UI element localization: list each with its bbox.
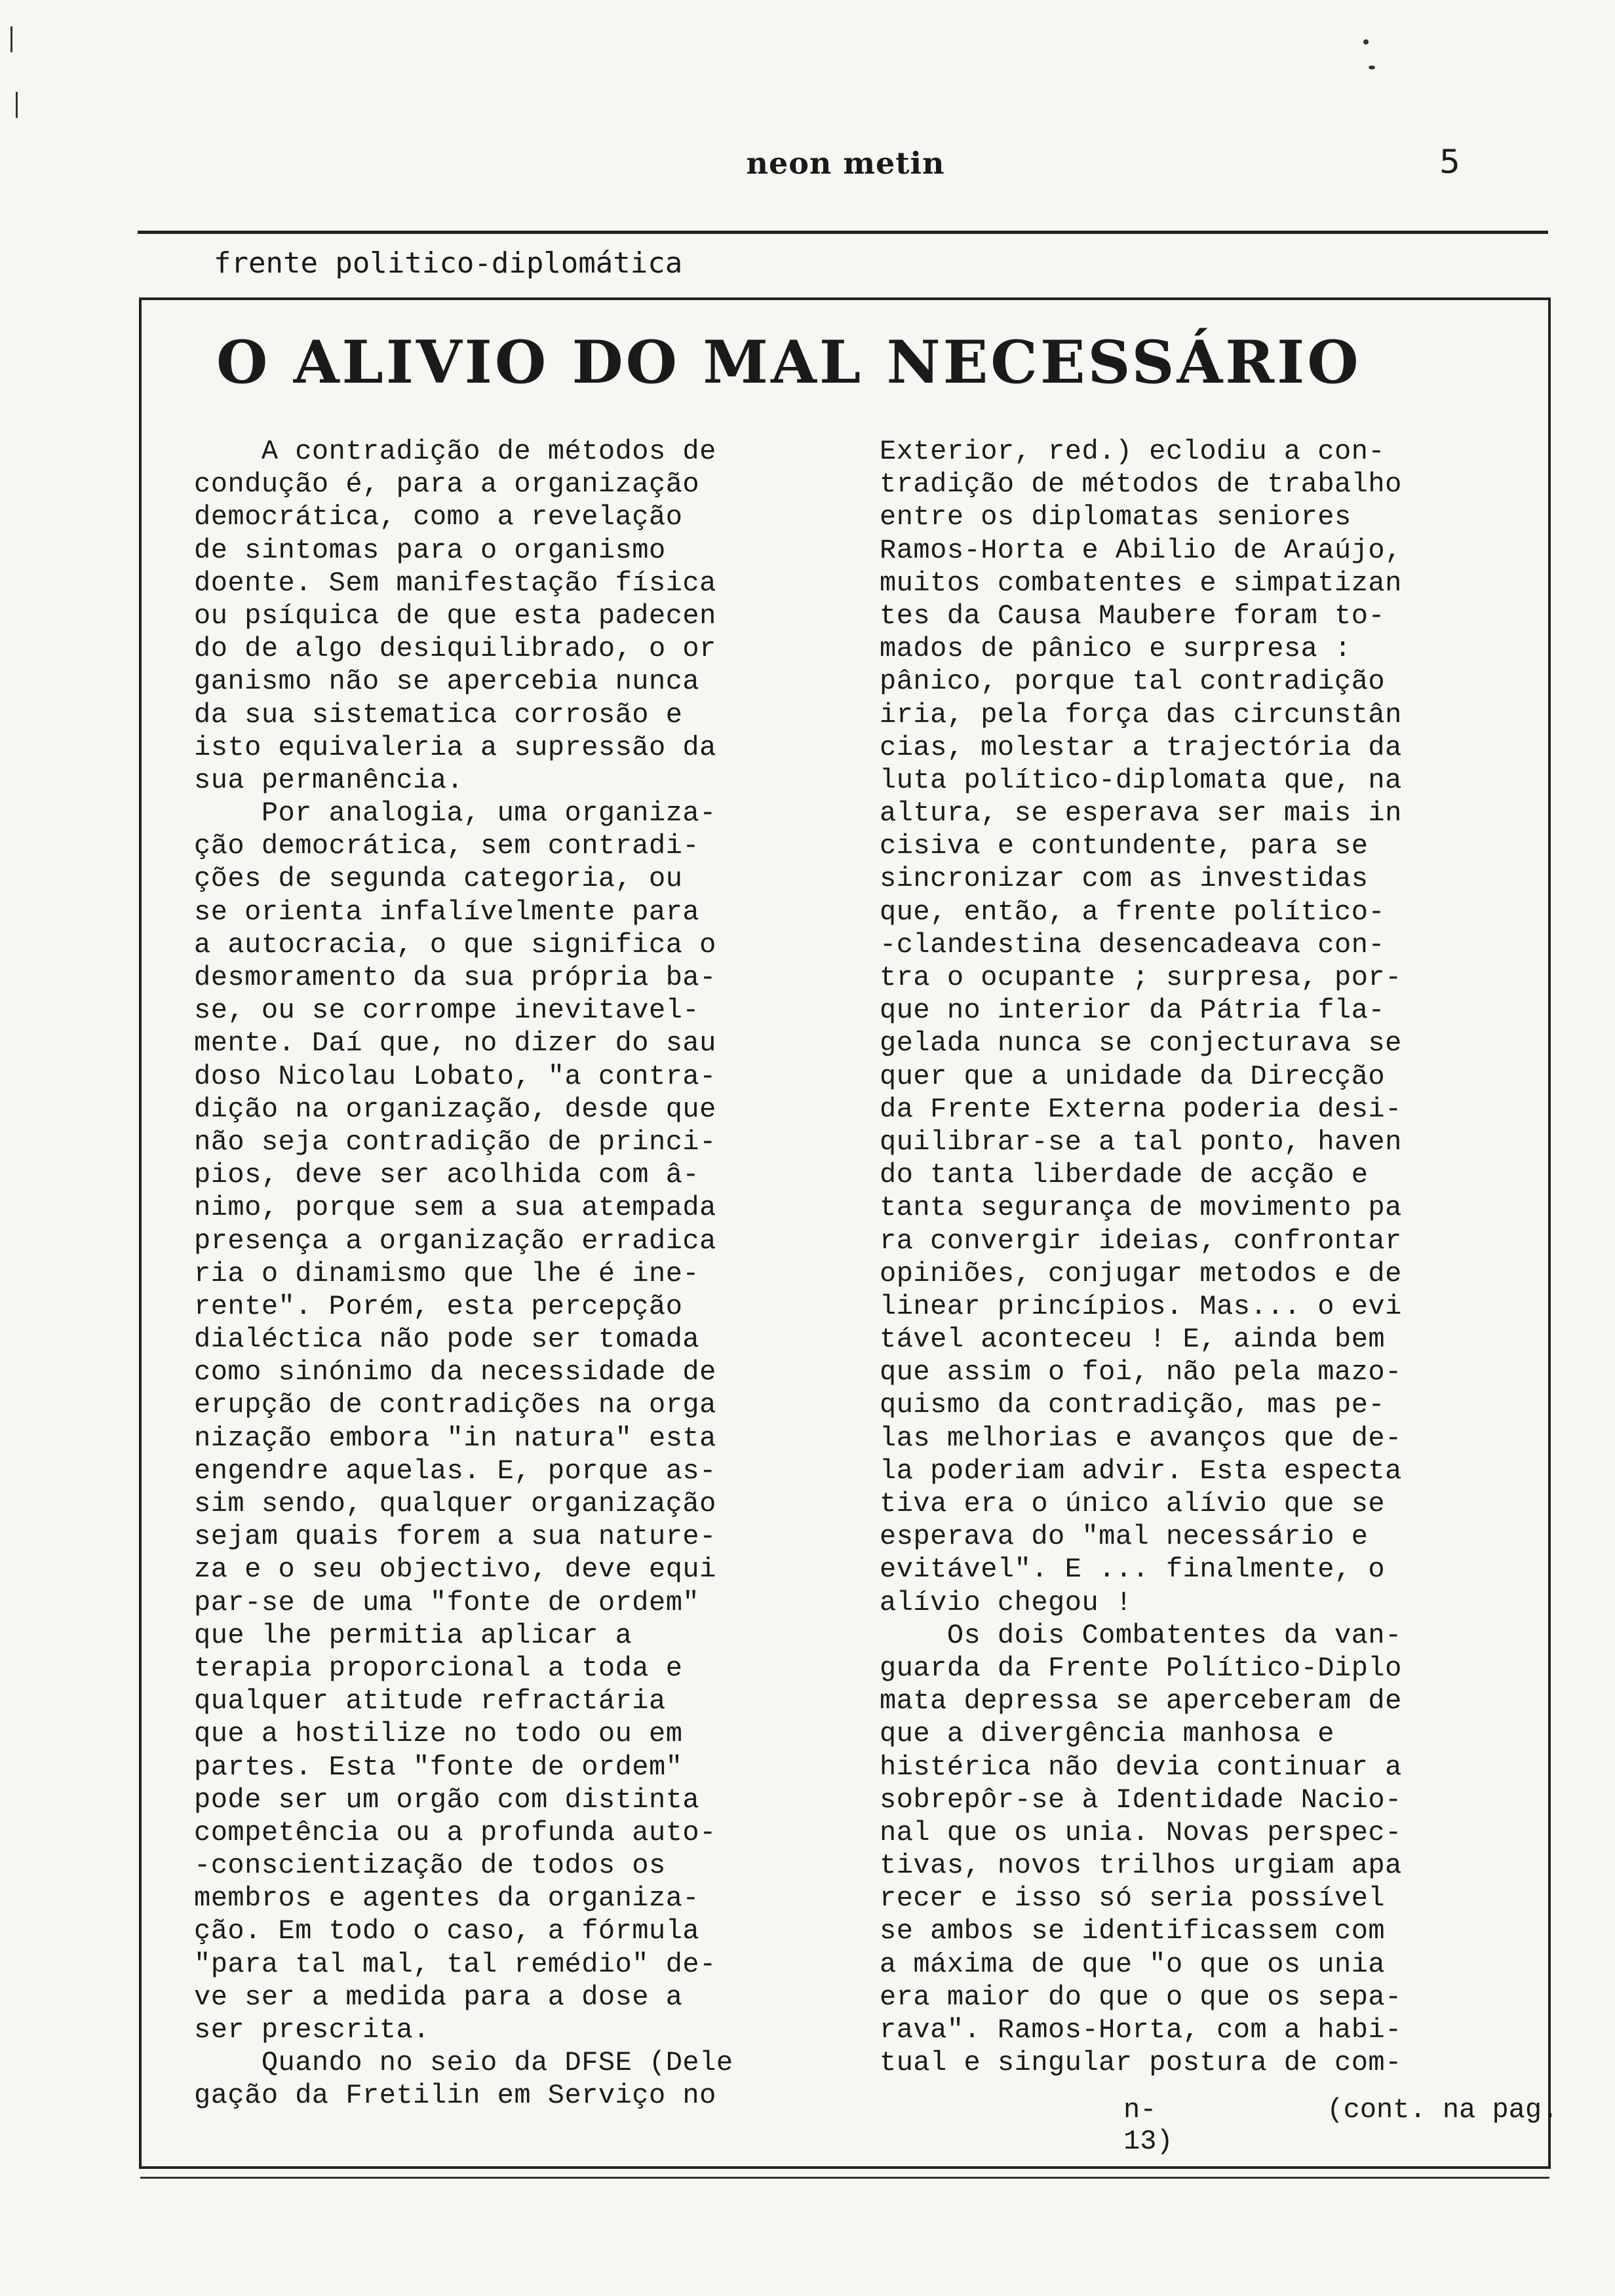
article-line: sincronizar com as investidas [880, 863, 1369, 895]
article-line: erupção de contradições na orga [194, 1389, 716, 1421]
article-line: nal que os unia. Novas perspec- [880, 1816, 1402, 1848]
article-line: guarda da Frente Político-Diplo [880, 1652, 1402, 1684]
article-line: quer que a unidade da Direcção [880, 1060, 1386, 1092]
article-line: do de algo desiquilibrado, o or [194, 633, 716, 665]
article-line: linear princípios. Mas... o evi [880, 1290, 1402, 1322]
article-line: mados de pânico e surpresa : [880, 633, 1352, 665]
article-line: que, então, a frente político- [880, 896, 1386, 928]
article-line: opiniões, conjugar metodos e de [880, 1257, 1402, 1290]
article-line: ção. Em todo o caso, a fórmula [194, 1915, 700, 1947]
page-number: 5 [1439, 143, 1460, 181]
article-line: a máxima de que "o que os unia [880, 1948, 1386, 1980]
article-line: desmoramento da sua própria ba- [194, 962, 716, 993]
article-line: tável aconteceu ! E, ainda bem [880, 1324, 1386, 1356]
article-line: quilibrar-se a tal ponto, haven [880, 1126, 1402, 1158]
article-line: za e o seu objectivo, deve equi [194, 1554, 716, 1586]
article-line: rava". Ramos-Horta, com a habi- [880, 2014, 1402, 2046]
article-line: -clandestina desencadeava con- [880, 928, 1386, 961]
article-line: ra convergir ideias, confrontar [880, 1225, 1402, 1257]
section-label: frente politico-diplomática [214, 246, 683, 280]
article-line: mata depressa se aperceberam de [880, 1685, 1402, 1717]
article-line: que a divergência manhosa e [880, 1718, 1335, 1750]
article-line: recer e isso só seria possível [880, 1883, 1386, 1915]
article-line: tes da Causa Maubere foram to- [880, 600, 1386, 632]
article-line: evitável". E ... finalmente, o [880, 1554, 1386, 1586]
scan-speck [1363, 39, 1369, 45]
article-line: A contradição de métodos de [194, 436, 716, 467]
article-line: que a hostilize no todo ou em [194, 1718, 683, 1750]
article-line: se ambos se identificassem com [880, 1915, 1386, 1947]
article-line: iria, pela força das circunstân [880, 698, 1402, 731]
article-line: como sinónimo da necessidade de [194, 1356, 716, 1388]
article-line: se orienta infalívelmente para [194, 896, 700, 928]
article-line: ções de segunda categoria, ou [194, 863, 683, 895]
article-column-left [194, 435, 810, 2113]
article-line: dialéctica não pode ser tomada [194, 1324, 700, 1356]
article-line: não seja contradição de princi- [194, 1126, 716, 1158]
article-line: a autocracia, o que significa o [194, 928, 716, 961]
article-line: sejam quais forem a sua nature- [194, 1521, 716, 1553]
article-line: dição na organização, desde que [194, 1093, 716, 1125]
article-line: gação da Fretilin em Serviço no [194, 2080, 716, 2112]
article-line: entre os diplomatas seniores [880, 501, 1352, 533]
header-rule [138, 231, 1548, 234]
article-line: luta político-diplomata que, na [880, 764, 1402, 796]
article-line: rente". Porém, esta percepção [194, 1290, 683, 1322]
article-line: gelada nunca se conjecturava se [880, 1027, 1402, 1060]
article-line: se, ou se corrompe inevitavel- [194, 995, 700, 1027]
article-line: condução é, para a organização [194, 469, 700, 501]
article-line: muitos combatentes e simpatizan [880, 567, 1402, 599]
scan-speck [16, 92, 18, 118]
article-line: sua permanência. [194, 764, 464, 796]
article-line: democrática, como a revelação [194, 501, 683, 533]
article-line: Por analogia, uma organiza- [194, 797, 716, 830]
article-line: tra o ocupante ; surpresa, por- [880, 962, 1402, 993]
article-line: terapia proporcional a toda e [194, 1652, 683, 1684]
article-line: tradição de métodos de trabalho [880, 469, 1402, 501]
article-line: doso Nicolau Lobato, "a contra- [194, 1060, 716, 1092]
article-line: ou psíquica de que esta padecen [194, 600, 716, 632]
article-line: ve ser a medida para a dose a [194, 1981, 683, 2013]
article-line: do tanta liberdade de acção e [880, 1159, 1369, 1191]
article-line: cisiva e contundente, para se [880, 830, 1369, 862]
article-line: nimo, porque sem a sua atempada [194, 1192, 716, 1224]
continuation-line [1123, 2094, 1615, 2157]
article-line: quismo da contradição, mas pe- [880, 1389, 1386, 1421]
article-line: tivas, novos trilhos urgiam apa [880, 1850, 1402, 1882]
article-line: competência ou a profunda auto- [194, 1816, 716, 1848]
article-line: tiva era o único alívio que se [880, 1488, 1386, 1520]
article-line: la poderiam advir. Esta especta [880, 1455, 1402, 1487]
article-line: tual e singular postura de com- [880, 2047, 1402, 2079]
article-line: ganismo não se apercebia nunca [194, 666, 700, 698]
article-line: sobrepôr-se à Identidade Nacio- [880, 1784, 1402, 1816]
bottom-rule [140, 2177, 1549, 2179]
article-line: -conscientização de todos os [194, 1850, 666, 1882]
newspaper-title: neon metin [746, 145, 945, 181]
article-line: altura, se esperava ser mais in [880, 797, 1402, 830]
article-line: ria o dinamismo que lhe é ine- [194, 1257, 700, 1290]
scan-speck [1369, 66, 1375, 69]
article-line: tanta segurança de movimento pa [880, 1192, 1402, 1224]
article-line: que no interior da Pátria fla- [880, 995, 1386, 1027]
article-line: Exterior, red.) eclodiu a con- [880, 436, 1386, 467]
article-line: esperava do "mal necessário e [880, 1521, 1369, 1553]
article-line: doente. Sem manifestação física [194, 567, 716, 599]
article-line: par-se de uma "fonte de ordem" [194, 1586, 700, 1618]
article-line: ser prescrita. [194, 2014, 430, 2046]
article-line: da sua sistematica corrosão e [194, 698, 683, 731]
article-line: mente. Daí que, no dizer do sau [194, 1027, 716, 1060]
article-line: cias, molestar a trajectória da [880, 731, 1402, 763]
scan-speck [10, 26, 12, 52]
article-line: Os dois Combatentes da van- [880, 1619, 1402, 1651]
article-line: alívio chegou ! [880, 1586, 1133, 1618]
article-line: partes. Esta "fonte de ordem" [194, 1751, 683, 1783]
article-line: que lhe permitia aplicar a [194, 1619, 632, 1651]
article-line: Quando no seio da DFSE (Dele [194, 2047, 733, 2079]
article-line: nização embora "in natura" esta [194, 1422, 716, 1454]
article-line: de sintomas para o organismo [194, 534, 666, 566]
article-line: "para tal mal, tal remédio" de- [194, 1948, 716, 1980]
article-line: da Frente Externa poderia desi- [880, 1093, 1402, 1125]
article-line: era maior do que o que os sepa- [880, 1981, 1402, 2013]
article-line: que assim o foi, não pela mazo- [880, 1356, 1402, 1388]
article-line: ção democrática, sem contradi- [194, 830, 700, 862]
continuation-fragment: n- [1123, 2094, 1157, 2126]
article-line: membros e agentes da organiza- [194, 1883, 700, 1915]
article-line: sim sendo, qualquer organização [194, 1488, 716, 1520]
article-line: pios, deve ser acolhida com â- [194, 1159, 700, 1191]
article-line: las melhorias e avanços que de- [880, 1422, 1402, 1454]
article-line: pode ser um orgão com distinta [194, 1784, 700, 1816]
article-headline: O ALIVIO DO MAL NECESSÁRIO [216, 328, 1361, 397]
article-line: presença a organização erradica [194, 1225, 716, 1257]
article-line: engendre aquelas. E, porque as- [194, 1455, 716, 1487]
article-line: pânico, porque tal contradição [880, 666, 1386, 698]
continuation-note: (cont. na pag. 13) [1123, 2094, 1559, 2157]
article-line: isto equivaleria a supressão da [194, 731, 716, 763]
article-line: histérica não devia continuar a [880, 1751, 1402, 1783]
article-line: qualquer atitude refractária [194, 1685, 666, 1717]
article-column-right [880, 435, 1496, 2079]
article-line: Ramos-Horta e Abilio de Araújo, [880, 534, 1402, 566]
